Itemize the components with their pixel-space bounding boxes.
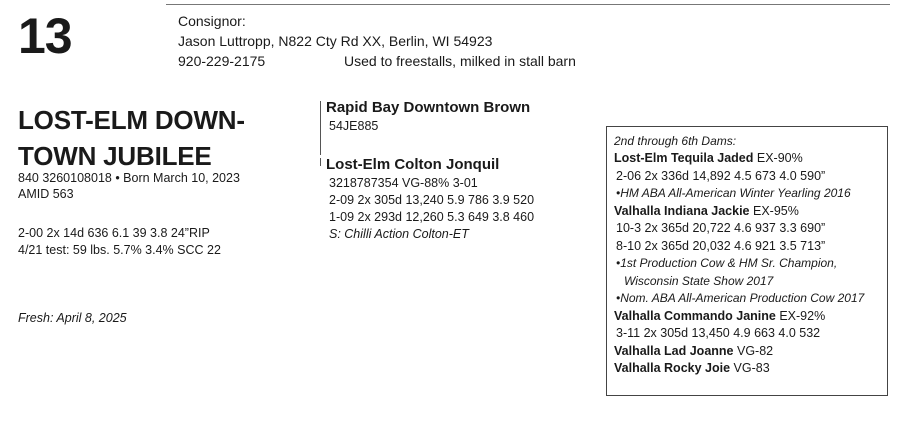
dam3-note: •Nom. ABA All-American Production Cow 2017 [616,291,865,305]
dam3-record: 10-3 2x 365d 20,722 4.6 937 3.3 690” [616,221,826,235]
consignor-phone: 920-229-2175 [178,53,266,69]
animal-records [18,225,221,259]
dam-entry-name [614,308,887,326]
consignor-label: Consignor: [178,13,246,29]
dam6-score: VG-83 [733,361,770,375]
pedigree-bracket-sire [320,101,321,155]
consignor-contact-line [178,51,576,71]
dam3-name: Valhalla Indiana Jackie [614,203,750,218]
dam4-record: 3-11 2x 305d 13,450 4.9 663 4.0 532 [616,326,821,340]
dam2-record: 2-06 2x 336d 14,892 4.5 673 4.0 590” [616,168,826,183]
dam-sire: S: Chilli Action Colton-ET [329,227,469,241]
dams-box-header: 2nd through 6th Dams: [614,134,737,148]
dam-line: 1-09 2x 293d 12,260 5.3 649 3.8 460 [329,210,535,224]
dam-block [326,155,534,243]
dam-line: 2-09 2x 305d 13,240 5.9 786 3.9 520 [329,193,535,207]
dam3-record: 8-10 2x 365d 20,032 4.6 921 3.5 713” [616,238,826,253]
animal-name [18,102,245,174]
sire-reg: 54JE885 [329,119,379,133]
consignor-note: Used to freestalls, milked in stall barn [344,53,576,69]
extended-dams-box [606,126,888,396]
dam5-score: VG-82 [736,343,774,358]
dam4-name: Valhalla Commando Janine [614,308,776,323]
consignor-block [178,11,576,71]
dam2-note: •HM ABA All-American Winter Yearling 2016 [616,186,851,200]
header-rule [166,4,890,5]
animal-amid: AMID 563 [18,187,74,201]
dam-entry-name [614,203,887,221]
dam-line: 3218787354 VG-88% 3-01 [329,176,478,190]
animal-registration [18,170,240,202]
dam3-note: •1st Production Cow & HM Sr. Champion, [616,256,838,270]
consignor-address: Jason Luttropp, N822 Cty Rd XX, Berlin, WI 54923 [178,33,493,49]
dam-entry-name [614,360,887,378]
dam6-name: Valhalla Rocky Joie [614,361,731,375]
dam2-name: Lost-Elm Tequila Jaded [614,151,754,165]
dam2-score: EX-90% [756,151,803,165]
sire-name: Rapid Bay Downtown Brown [326,99,531,116]
dam-name: Lost-Elm Colton Jonquil [326,156,500,173]
animal-record: 2-00 2x 14d 636 6.1 39 3.8 24”RIP [18,226,210,240]
animal-name-line1: LOST-ELM DOWN- [18,105,245,135]
animal-id-line: 840 3260108018 • Born March 10, 2023 [18,171,240,185]
animal-test: 4/21 test: 59 lbs. 5.7% 3.4% SCC 22 [18,243,221,257]
dam5-name: Valhalla Lad Joanne [614,343,734,358]
fresh-date: Fresh: April 8, 2025 [18,311,127,325]
sire-block [326,98,530,135]
pedigree-bracket-dam [320,158,321,166]
dam4-score: EX-92% [779,308,826,323]
lot-number: 13 [18,8,72,64]
dam3-score: EX-95% [752,203,799,218]
dam3-note: Wisconsin State Show 2017 [624,273,774,288]
dam-entry-name [614,150,887,168]
animal-name-line2: TOWN JUBILEE [18,141,212,171]
dam-entry-name [614,343,887,361]
